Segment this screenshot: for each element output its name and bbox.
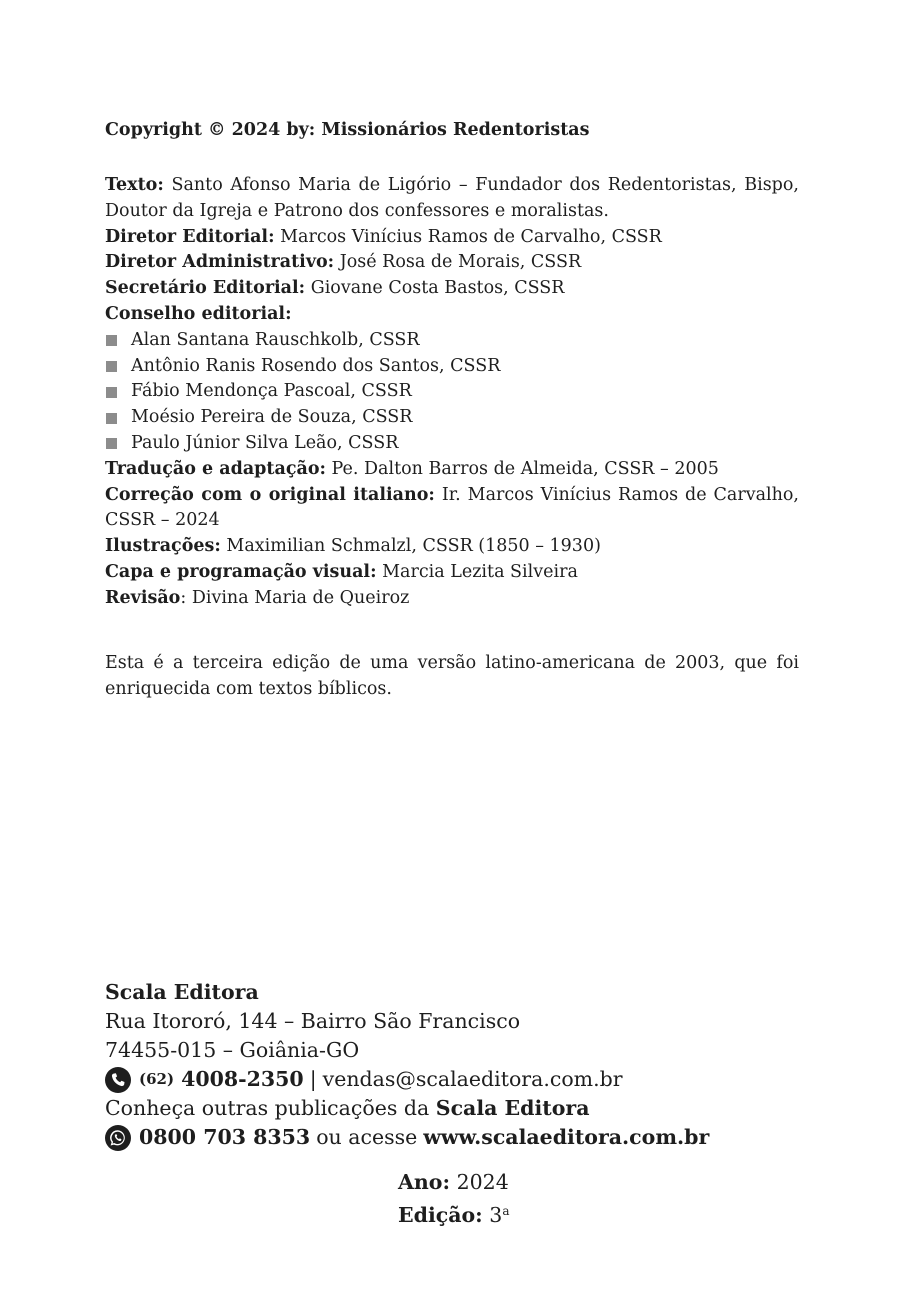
board-member: [105, 379, 799, 405]
cover-label: Capa e programação visual:: [105, 561, 377, 582]
credit-correction: [105, 483, 799, 535]
edition-line: [398, 1197, 510, 1230]
credit-board: [105, 302, 799, 328]
whatsapp-line: [105, 1123, 709, 1152]
more-publications-line: [105, 1094, 709, 1123]
translation-label: Tradução e adaptação:: [105, 458, 326, 479]
credit-revision: [105, 586, 799, 612]
square-bullet-icon: [106, 361, 117, 372]
year-edition-block: [398, 1168, 510, 1230]
phone-line: [105, 1065, 709, 1094]
whatsapp-icon: [105, 1125, 131, 1151]
credit-cover: [105, 560, 799, 586]
contact-separator: |: [309, 1067, 317, 1091]
publisher-name: Scala Editora: [105, 980, 259, 1004]
correction-value: Ir. Marcos Vinícius Ramos de Carvalho, CSSR – 2024: [105, 484, 799, 531]
address-line-2: 74455-015 – Goiânia-GO: [105, 1038, 360, 1062]
board-member: [105, 328, 799, 354]
revision-label: Revisão: [105, 587, 181, 608]
year-label: Ano:: [398, 1170, 451, 1194]
illustrations-label: Ilustrações:: [105, 536, 221, 557]
whatsapp-number[interactable]: 0800 703 8353: [139, 1125, 311, 1149]
admin-director-label: Diretor Administrativo:: [105, 252, 335, 273]
year-line: [398, 1168, 510, 1197]
website-link[interactable]: www.scalaeditora.com.br: [423, 1125, 710, 1149]
cover-value: Marcia Lezita Silveira: [382, 561, 578, 582]
address-line-1: Rua Itororó, 144 – Bairro São Francisco: [105, 1009, 521, 1033]
board-member-name: Fábio Mendonça Pascoal, CSSR: [131, 381, 412, 402]
admin-director-value: José Rosa de Morais, CSSR: [339, 252, 582, 273]
publisher-block: [105, 978, 709, 1152]
translation-value: Pe. Dalton Barros de Almeida, CSSR – 2005: [331, 458, 719, 479]
credit-text: [105, 173, 799, 225]
or-access-text: ou acesse: [316, 1125, 418, 1149]
credit-editorial-secretary: [105, 276, 799, 302]
phone-icon: [105, 1067, 131, 1093]
board-member: [105, 431, 799, 457]
board-member-name: Antônio Ranis Rosendo dos Santos, CSSR: [131, 355, 501, 376]
credit-text-label: Texto:: [105, 175, 164, 195]
edition-note: Esta é a terceira edição de uma versão latino-americana de 2003, que foi enriquecida com textos bíblicos.: [105, 652, 799, 699]
editorial-secretary-value: Giovane Costa Bastos, CSSR: [310, 278, 565, 299]
edition-suffix: a: [502, 1204, 510, 1218]
credit-editorial-director: [105, 225, 799, 251]
year-value: 2024: [456, 1170, 509, 1194]
copyright-line: Copyright © 2024 by: Missionários Redentoristas: [105, 120, 590, 140]
phone-ddd: (62): [139, 1070, 175, 1088]
more-text: Conheça outras publicações da: [105, 1096, 430, 1120]
edition-label: Edição:: [398, 1203, 483, 1227]
square-bullet-icon: [106, 387, 117, 398]
credit-illustrations: [105, 534, 799, 560]
editorial-secretary-label: Secretário Editorial:: [105, 278, 306, 299]
credit-text-value: Santo Afonso Maria de Ligório – Fundador dos Redentoristas, Bispo, Doutor da Igreja e Patrono dos confessores e moralistas.: [105, 175, 799, 221]
board-member: [105, 405, 799, 431]
phone-number[interactable]: 4008-2350: [181, 1067, 304, 1091]
board-member: [105, 354, 799, 380]
square-bullet-icon: [106, 413, 117, 424]
credit-translation: [105, 457, 799, 483]
board-member-name: Moésio Pereira de Souza, CSSR: [131, 407, 413, 428]
illustrations-value: Maximilian Schmalzl, CSSR (1850 – 1930): [226, 536, 601, 557]
square-bullet-icon: [106, 335, 117, 346]
square-bullet-icon: [106, 438, 117, 449]
credit-admin-director: [105, 250, 799, 276]
edition-value: 3: [489, 1203, 503, 1227]
email-link[interactable]: vendas@scalaeditora.com.br: [322, 1067, 623, 1091]
board-member-name: Paulo Júnior Silva Leão, CSSR: [131, 432, 399, 453]
board-label: Conselho editorial:: [105, 303, 292, 324]
more-brand: Scala Editora: [435, 1096, 590, 1120]
board-member-name: Alan Santana Rauschkolb, CSSR: [131, 329, 420, 350]
correction-label: Correção com o original italiano:: [105, 484, 435, 505]
editorial-director-label: Diretor Editorial:: [105, 226, 275, 247]
revision-value: : Divina Maria de Queiroz: [180, 587, 410, 608]
editorial-director-value: Marcos Vinícius Ramos de Carvalho, CSSR: [280, 226, 662, 247]
credits-block: [105, 173, 799, 612]
